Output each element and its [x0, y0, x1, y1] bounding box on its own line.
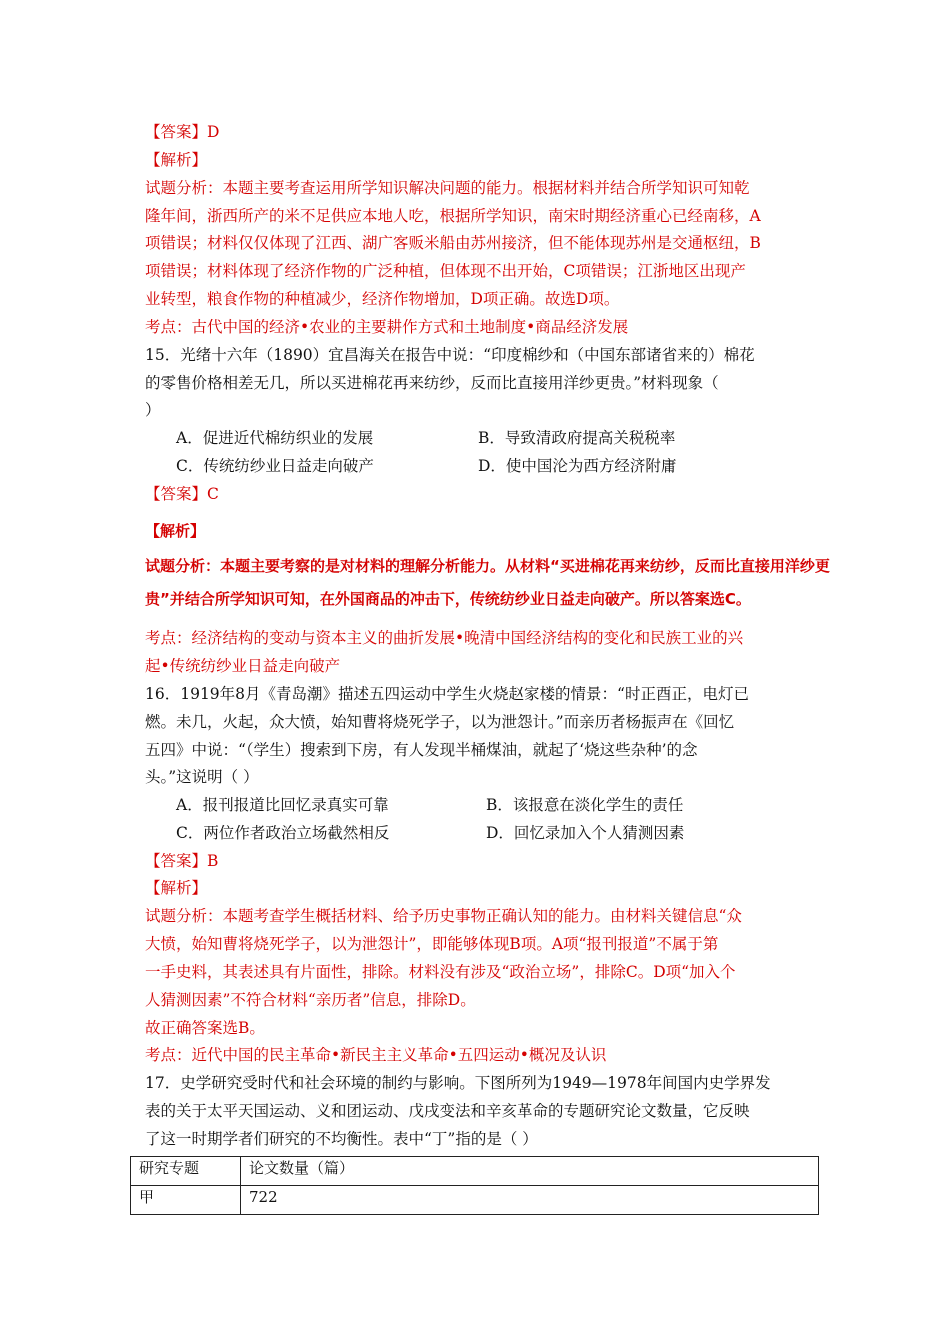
q16-option-a: A．报刊报道比回忆录真实可靠 [176, 796, 389, 814]
q14-analysis-label: 【解析】 [145, 151, 208, 169]
q16-stem-line: 头。”这说明（ ） [145, 768, 259, 786]
q16-kaodian: 考点：近代中国的民主革命•新民主主义革命•五四运动•概况及认识 [145, 1046, 607, 1064]
q14-answer: 【答案】D [145, 123, 220, 141]
q15-stem-line: ） [145, 401, 161, 419]
q16-analysis-line: 人猜测因素”不符合材料“亲历者”信息，排除D。 [145, 991, 476, 1009]
q16-analysis-line: 大愤，始知曹将烧死学子，以为泄怨计”，即能够体现B项。A项“报刊报道”不属于第 [145, 935, 719, 953]
q15-option-a: A．促进近代棉纺织业的发展 [176, 429, 374, 447]
q16-option-c: C．两位作者政治立场截然相反 [176, 824, 390, 842]
q14-kaodian: 考点：古代中国的经济•农业的主要耕作方式和土地制度•商品经济发展 [145, 318, 629, 336]
q14-analysis-line: 隆年间，浙西所产的米不足供应本地人吃，根据所学知识，南宋时期经济重心已经南移，A [145, 207, 761, 225]
q17-stem-line: 了这一时期学者们研究的不均衡性。表中“丁”指的是（ ） [145, 1130, 538, 1148]
q15-stem-line: 15．光绪十六年（1890）宜昌海关在报告中说：“印度棉纱和（中国东部诸省来的）棉花 [145, 346, 755, 364]
table-header-cell: 论文数量（篇） [241, 1157, 819, 1186]
q15-analysis-line: 试题分析：本题主要考察的是对材料的理解分析能力。从材料“买进棉花再来纺纱，反而比直接用洋纱更 [145, 557, 830, 575]
q15-kaodian-line: 起•传统纺纱业日益走向破产 [145, 657, 341, 675]
q16-option-d: D．回忆录加入个人猜测因素 [486, 824, 685, 842]
q14-analysis-line: 项错误；材料体现了经济作物的广泛种植，但体现不出开始，C项错误；江浙地区出现产 [145, 262, 746, 280]
q16-stem-line: 五四》中说：“（学生）搜索到下房，有人发现半桶煤油，就起了‘烧这些杂种’的念 [145, 741, 698, 759]
q15-stem-line: 的零售价格相差无几，所以买进棉花再来纺纱，反而比直接用洋纱更贵。”材料现象（ [145, 374, 719, 392]
q16-conclusion: 故正确答案选B。 [145, 1019, 265, 1037]
q15-option-d: D．使中国沦为西方经济附庸 [478, 457, 677, 475]
q15-kaodian-line: 考点：经济结构的变动与资本主义的曲折发展•晚清中国经济结构的变化和民族工业的兴 [145, 629, 744, 647]
q15-option-b: B．导致清政府提高关税税率 [478, 429, 676, 447]
q14-analysis-line: 项错误；材料仅仅体现了江西、湖广客贩米船由苏州接济，但不能体现苏州是交通枢纽，B [145, 234, 761, 252]
table-cell: 722 [241, 1186, 819, 1215]
q17-table [130, 1156, 819, 1215]
table-header-cell: 研究专题 [131, 1157, 241, 1186]
q16-analysis-line: 一手史料，其表述具有片面性，排除。材料没有涉及“政治立场”，排除C。D项“加入个 [145, 963, 736, 981]
q15-analysis-line: 贵”并结合所学知识可知，在外国商品的冲击下，传统纺纱业日益走向破产。所以答案选C。 [145, 590, 751, 608]
q14-analysis-line: 试题分析：本题主要考查运用所学知识解决问题的能力。根据材料并结合所学知识可知乾 [145, 179, 750, 197]
q15-analysis-label: 【解析】 [145, 522, 206, 540]
q16-analysis-line: 试题分析：本题考查学生概括材料、给予历史事物正确认知的能力。由材料关键信息“众 [145, 907, 742, 925]
q16-stem-line: 燃。未几，火起，众大愤，始知曹将烧死学子，以为泄怨计。”而亲历者杨振声在《回忆 [145, 713, 735, 731]
table-cell: 甲 [131, 1186, 241, 1215]
q14-analysis-line: 业转型，粮食作物的种植减少，经济作物增加，D项正确。故选D项。 [145, 290, 620, 308]
q17-stem-line: 表的关于太平天国运动、义和团运动、戊戌变法和辛亥革命的专题研究论文数量，它反映 [145, 1102, 750, 1120]
q15-option-c: C．传统纺纱业日益走向破产 [176, 457, 374, 475]
q16-answer: 【答案】B [145, 852, 219, 870]
table-row [131, 1186, 819, 1215]
table-header-row [131, 1157, 819, 1186]
q17-stem-line: 17．史学研究受时代和社会环境的制约与影响。下图所列为1949—1978年间国内史学界发 [145, 1074, 771, 1092]
q16-stem-line: 16．1919年8月《青岛潮》描述五四运动中学生火烧赵家楼的情景：“时正酉正，电灯已 [145, 685, 749, 703]
q16-option-b: B．该报意在淡化学生的责任 [486, 796, 684, 814]
q15-answer: 【答案】C [145, 485, 219, 503]
q16-analysis-label: 【解析】 [145, 879, 208, 897]
